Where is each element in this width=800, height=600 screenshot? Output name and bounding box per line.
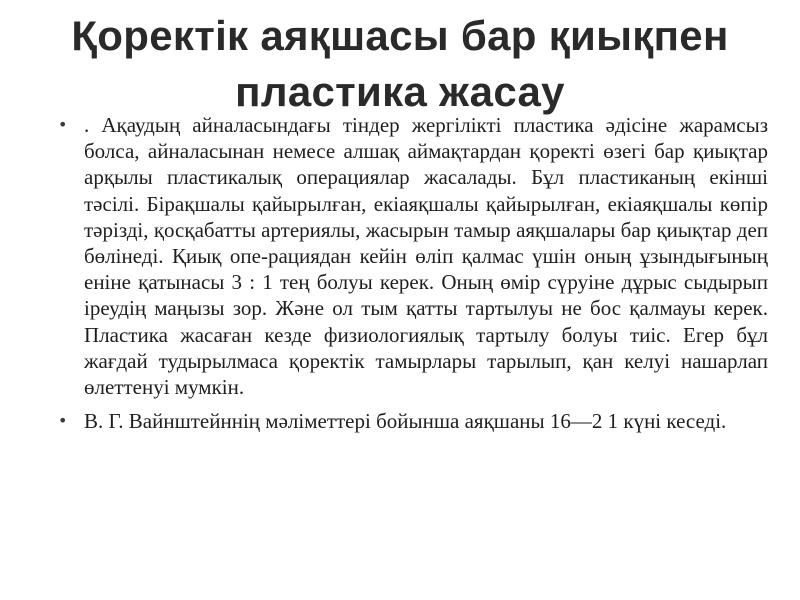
bullet-icon: • [58, 115, 68, 134]
slide-title: Қоректік аяқшасы бар қиықпен пластика жасау [71, 12, 729, 115]
bullet-list [58, 112, 768, 442]
bullet-text: В. Г. Вайнштейннің мәліметтері бойынша аяқшаны 16—2 1 күні кеседі. [84, 409, 727, 434]
bullet-item-description [58, 112, 768, 400]
bullet-text: . Ақаудың айналасындағы тіндер жергілікті пластика әдісіне жарамсыз болса, айналасынан немесе алшақ аймақтардан қоректі өзегі бар қиықтар арқылы пластикалық операциялар жасалады. Бұл пластиканың екінші тәсілі. Бірақшалы қайырылған, екіаяқшалы қайырылған, екіаяқшалы көпір тәрізді, қосқабатты артериялы, жасырын тамыр аяқшалары бар қиықтар деп бөлінеді. Қиық опе-рациядан кейін өліп қалмас үшін оның ұзындығының еніне қатынасы 3 : 1 тең болуы керек. Оның өмір сүруіне дұрыс сыдырып іреудің маңызы зор. Және ол тым қатты тартылуы не бос қалмауы керек. Пластика жасаған кезде физиологиялық тартылу болуы тиіс. Егер бұл жағдай тудырылмаса қоректік тамырлары тарылып, қан келуі нашарлап өлеттенуі мумкін. [84, 113, 768, 400]
bullet-icon: • [58, 411, 68, 431]
bullet-item-note [58, 408, 768, 434]
